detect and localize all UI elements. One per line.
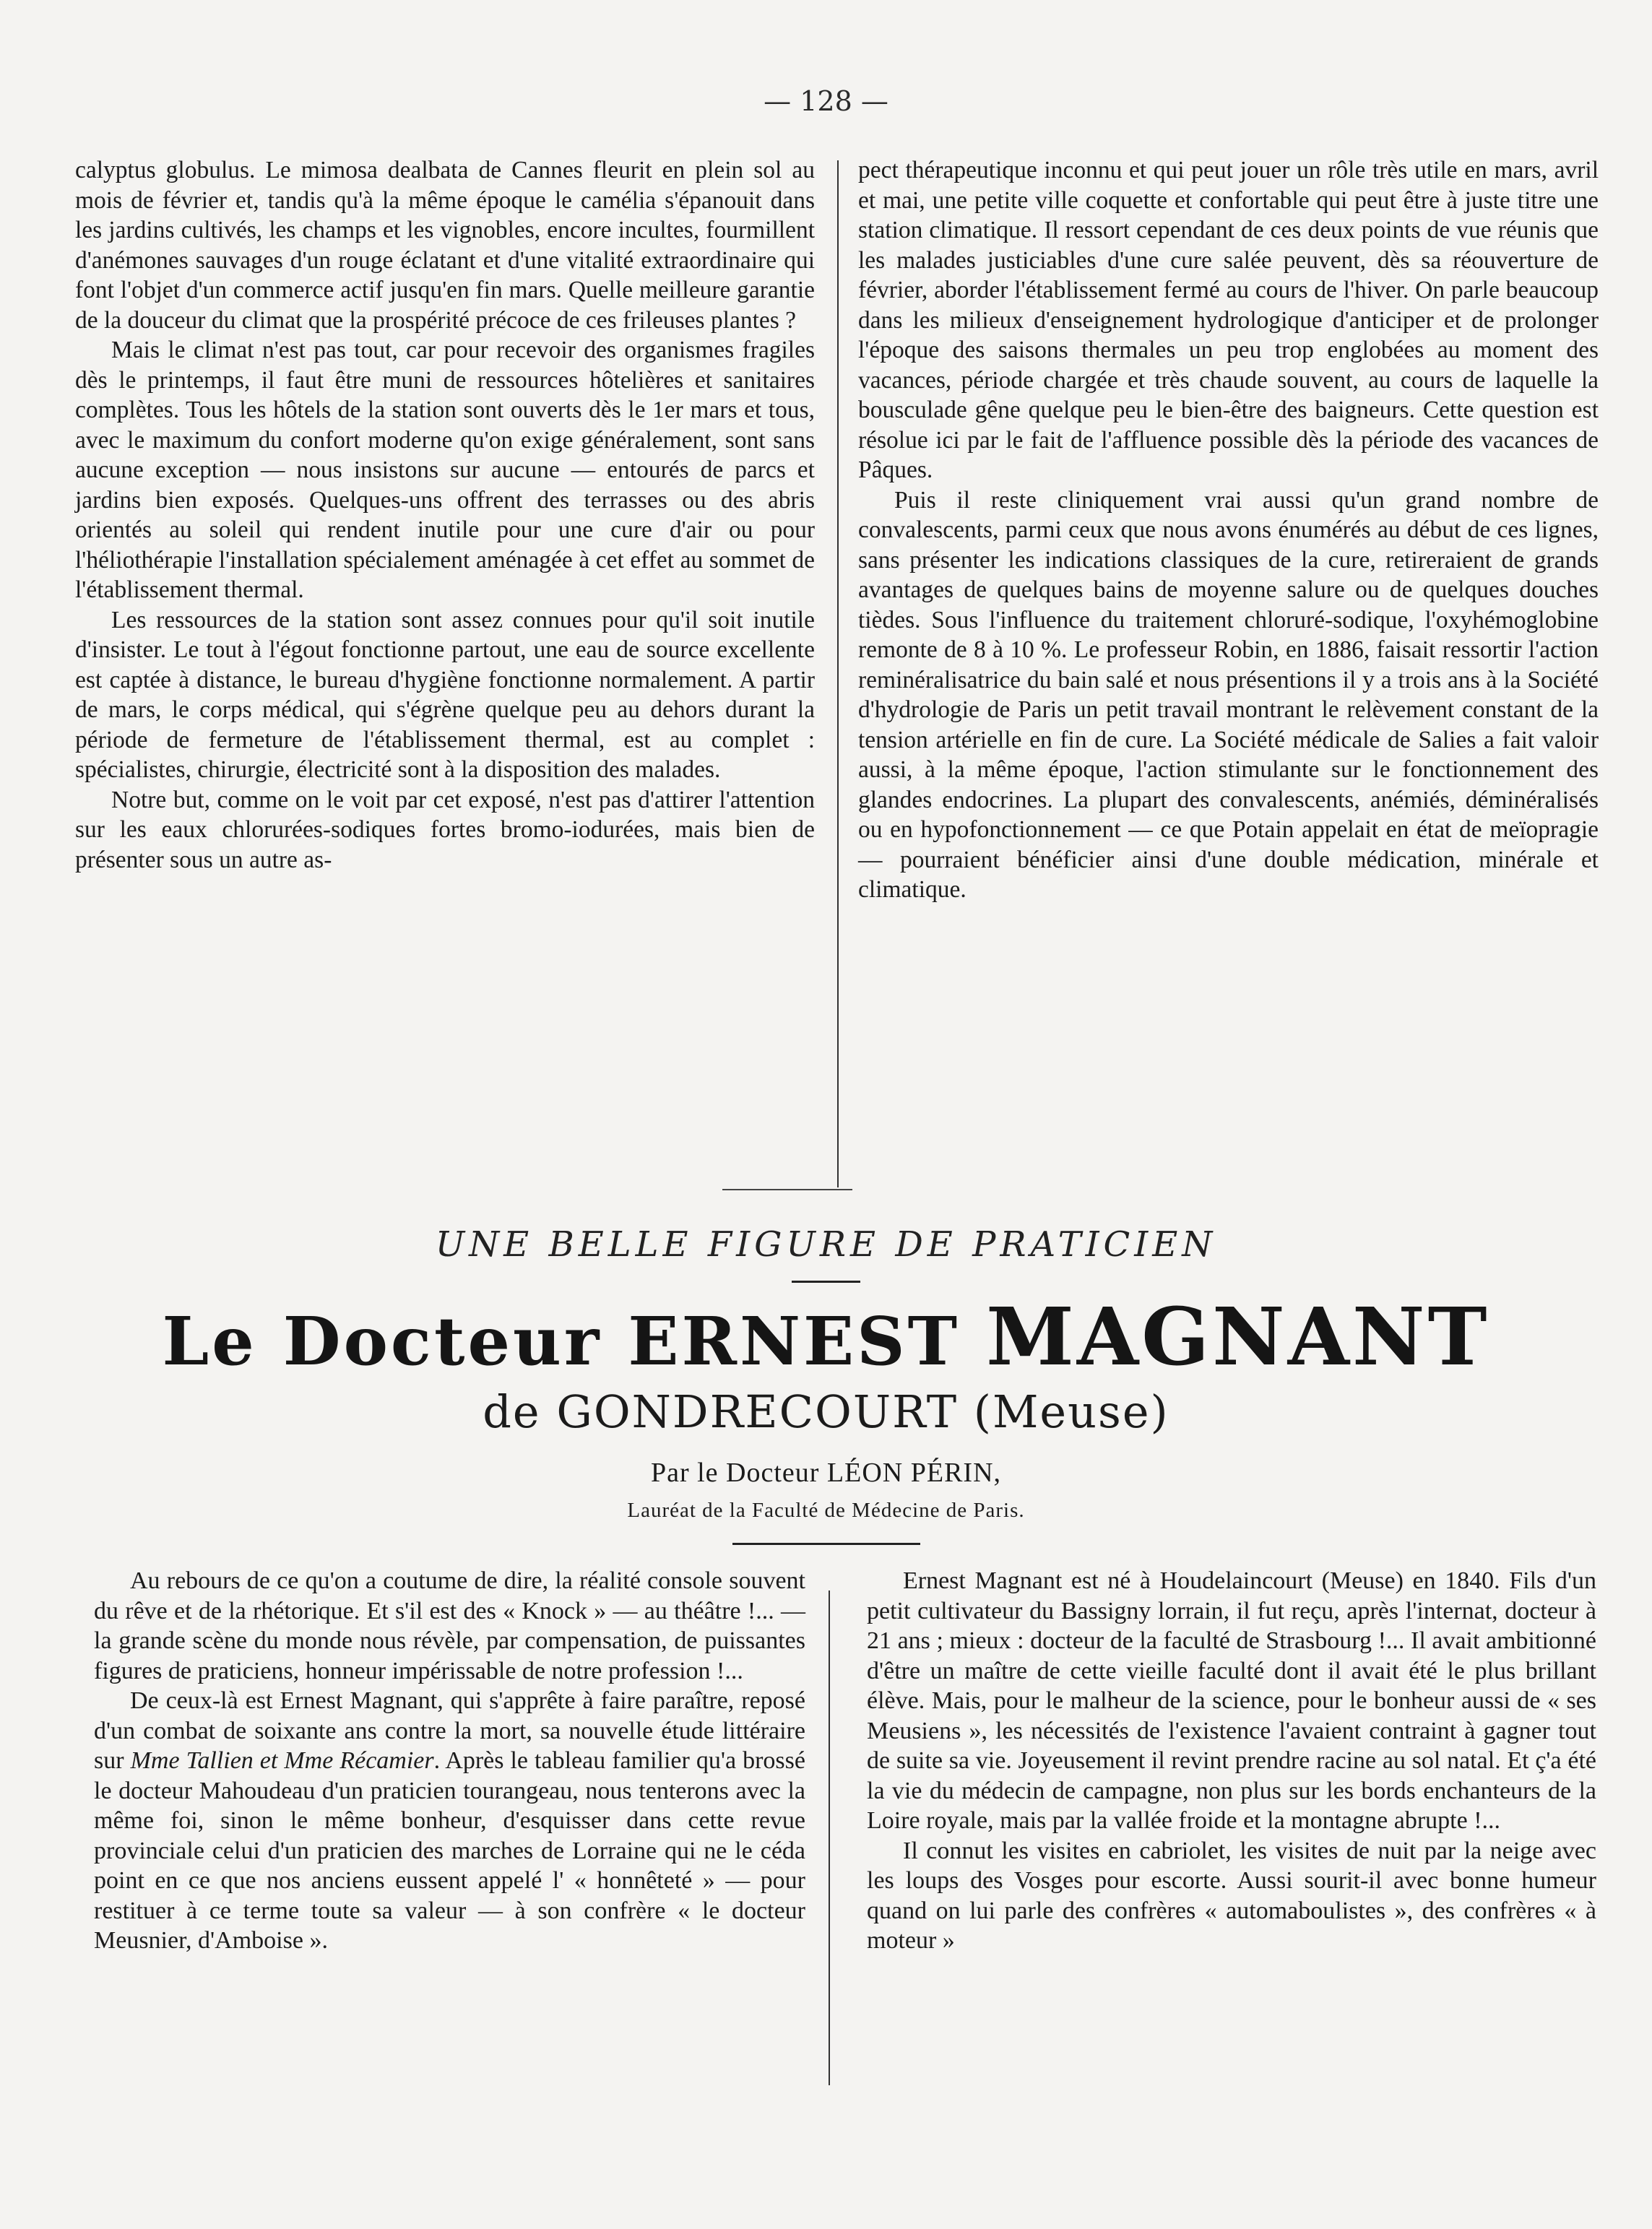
paragraph: Ernest Magnant est né à Houdelaincourt (Meuse) en 1840. Fils d'un petit cultivateur du Bassigny lorrain, il fut reçu, après l'internat, docteur à 21 ans ; mieux : docteur de la faculté de Strasbourg !... Il avait ambitionné d'être un maître de cette vieille faculté dont il avait été le plus brillant élève. Mais, pour le malheur de la science, pour le bonheur aussi de « ses Meusiens », les nécessités de l'existence l'avaient contraint à gagner tout de suite sa vie. Joyeusement il revint prendre racine au sol natal. Et ç'a été la vie du médecin de campagne, non plus sur les bords enchanteurs de la Loire royale, mais par la vallée froide et la montagne abrupte !... <box>867 1567 1596 1834</box>
paragraph <box>94 1686 805 1956</box>
column-divider <box>837 160 839 1187</box>
article-heading <box>0 1224 1652 1545</box>
title-first-name: ERNEST <box>628 1302 961 1380</box>
paragraph: Puis il reste cliniquement vrai aussi qu'un grand nombre de convalescents, parmi ceux que nous avons énumérés au début de ces lignes, sans présenter les indications classiques de la cure, retireraient de grands avantages de quelques bains de moyenne salure ou de quelques douches tièdes. Sous l'influence du traitement chloruré-sodique, l'oxyhémoglobine remonte de 8 à 10 %. Le professeur Robin, en 1886, faisait ressortir l'action reminéralisatrice du bain salé et nous présentions il y a trois ans à la Société d'hydrologie de Paris un petit travail montrant le relèvement constant de la tension artérielle en fin de cure. La Société médicale de Salies a fait valoir aussi, à la même époque, l'action stimulante sur le fonctionnement des glandes endocrines. La plupart des convalescents, anémiés, déminéralisés ou en hypofonctionnement — ce que Potain appelait en état de meïopragie — pourraient bénéficier ainsi d'une double médication, minérale et climatique. <box>858 486 1599 903</box>
page-number: — 128 — <box>764 85 888 117</box>
title-rule <box>792 1281 860 1283</box>
article-column-top-left <box>75 155 815 875</box>
text-run: . Après le tableau familier qu'a brossé le docteur Mahoudeau d'un praticien tourangeau, nous tenterons avec la même foi, sinon le même bonheur, d'esquisser dans cette revue provinciale celui d'un praticien des marches de Lorraine qui ne le céda point en ce que nos anciens eussent appelé l' « honnêteté » — pour restituer à ce terme toute sa valeur — à son confrère « le docteur Meusnier, d'Amboise ». <box>94 1747 805 1954</box>
paragraph: Il connut les visites en cabriolet, les visites de nuit par la neige avec les loups des Vosges pour escorte. Aussi sourit-il avec bonne humeur quand on lui parle des confrères « automaboulistes », des confrères « à moteur » <box>867 1837 1596 1954</box>
article-column-bottom-right <box>867 1566 1596 1956</box>
paragraph: calyptus globulus. Le mimosa dealbata de Cannes fleurit en plein sol au mois de février et, tandis qu'à la même époque le camélia s'épanouit dans les jardins cultivés, les champs et les vignobles, encore incultes, fourmillent d'anémones sauvages d'un rouge éclatant et d'une vitalité extraordinaire qui font l'objet d'un commerce actif jusqu'en fin mars. Quelle meilleure garantie de la douceur du climat que la prospérité précoce de ces frileuses plantes ? <box>75 157 815 334</box>
subtitle: de GONDRECOURT (Meuse) <box>483 1385 1169 1438</box>
kicker-title: UNE BELLE FIGURE DE PRATICIEN <box>435 1224 1217 1265</box>
author-affiliation: Lauréat de la Faculté de Médecine de Paris. <box>627 1499 1025 1522</box>
main-title <box>0 1290 1652 1383</box>
article-column-bottom-left <box>94 1566 805 1956</box>
text-run: De ceux-là est Ernest Magnant, qui s'apprête à faire paraître, reposé d'un combat de soixante ans contre la mort, sa nouvelle étude littéraire sur <box>94 1687 805 1774</box>
paragraph: Les ressources de la station sont assez connues pour qu'il soit inutile d'insister. Le tout à l'égout fonctionne partout, une eau de source excellente est captée à distance, le bureau d'hygiène fonctionne normalement. A partir de mars, le corps médical, qui s'égrène quelque peu au dehors durant la période de fermeture de l'établissement thermal, est au complet : spécialistes, chirurgie, électricité sont à la disposition des malades. <box>75 606 815 783</box>
section-divider <box>722 1189 852 1190</box>
paragraph: Au rebours de ce qu'on a coutume de dire, la réalité console souvent du rêve et de la rhétorique. Et s'il est des « Knock » — au théâtre !... — la grande scène du monde nous révèle, par compensation, de puissantes figures de praticiens, honneur impérissable de notre profession !... <box>94 1567 805 1684</box>
article-column-top-right <box>858 155 1599 905</box>
paragraph: Notre but, comme on le voit par cet exposé, n'est pas d'attirer l'attention sur les eaux chlorurées-sodiques fortes bromo-iodurées, mais bien de présenter sous un autre as- <box>75 786 815 873</box>
column-divider <box>829 1590 830 2085</box>
paragraph: pect thérapeutique inconnu et qui peut jouer un rôle très utile en mars, avril et mai, une petite ville coquette et confortable qui peut être à juste titre une station climatique. Il ressort cependant de ces deux points de vue réunis que les malades justiciables d'une cure salée peuvent, dès sa réouverture de février, aborder l'établissement fermé au cours de l'hiver. On parle beaucoup dans les milieux d'enseignement hydrologique d'anticiper et de prolonger l'époque des saisons thermales un peu trop englobées au moment des vacances, période chargée et très chaude souvent, au cours de laquelle la bousculade gêne quelque peu le bien-être des baigneurs. Cette question est résolue ici par le fait de l'affluence possible dès la période des vacances de Pâques. <box>858 157 1599 483</box>
title-prefix: Le Docteur <box>162 1302 628 1380</box>
heading-rule <box>732 1543 920 1545</box>
italic-title: Mme Tallien et Mme Récamier <box>130 1747 434 1774</box>
title-last-name: MAGNANT <box>986 1290 1490 1383</box>
paragraph: Mais le climat n'est pas tout, car pour recevoir des organismes fragiles dès le printemps, il faut être muni de ressources hôtelières et sanitaires complètes. Tous les hôtels de la station sont ouverts dès le 1er mars et tous, avec le maximum du confort moderne qu'on exige généralement, sont sans aucune exception — nous insistons sur aucune — entourés de parcs et jardins bien exposés. Quelques-uns offrent des terrasses ou des abris orientés au soleil qui rendent inutile pour une cure d'air ou pour l'héliothérapie l'installation spécialement aménagée à cet effet au sommet de l'établissement thermal. <box>75 337 815 603</box>
byline: Par le Docteur LÉON PÉRIN, <box>650 1458 1002 1488</box>
